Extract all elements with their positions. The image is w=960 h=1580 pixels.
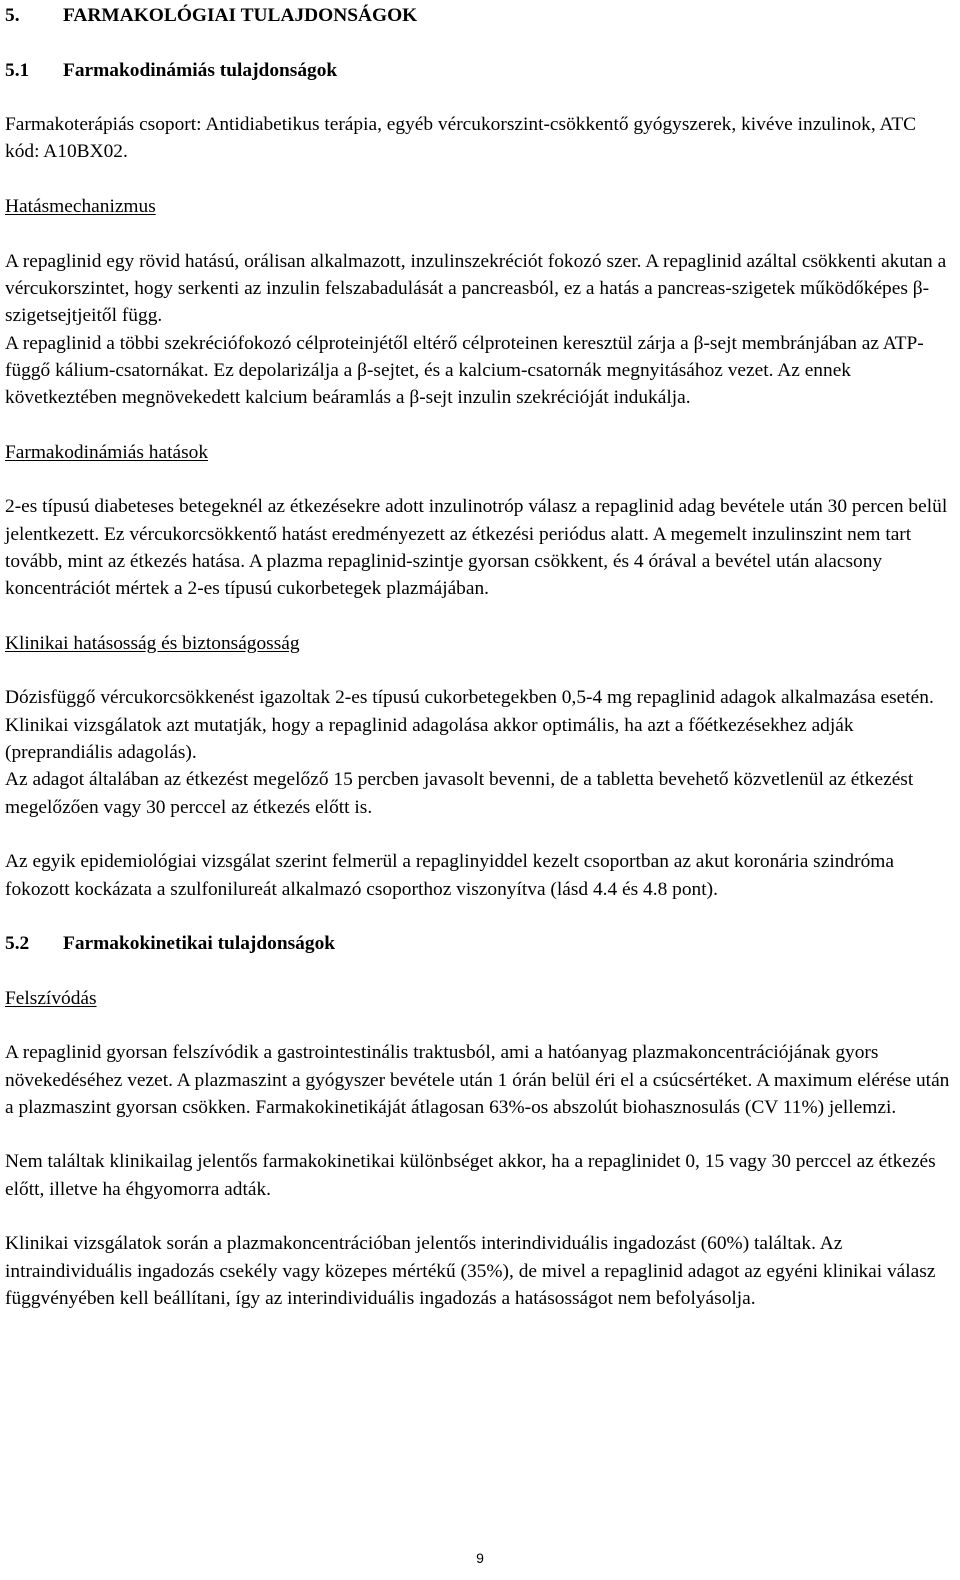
pd-effects-heading: Farmakodinámiás hatások xyxy=(5,441,209,463)
section-5-2-number: 5.2 xyxy=(5,933,30,955)
mechanism-paragraph-1: A repaglinid egy rövid hatású, orálisan alkalmazott, inzulinszekréciót fokozó szer. A repaglinid azáltal csökkenti akutan a vércukorszintet, hogy serkenti az inzulin felszabadulását a pancreasból, ez a hatás a pancreas-szigetek működőképes β-szigetsejtjeitől függ. xyxy=(5,250,947,327)
mechanism-paragraph-2: A repaglinid a többi szekréciófokozó célproteinjétől eltérő célproteinen keresztül zárja a β-sejt membránjában az ATP-függő kálium-csatornákat. Ez depolarizálja a β-sejtet, és a kalcium-csatornák megnyitásához vezet. Az ennek következtében megnövekedett kalcium beáramlás a β-sejt inzulin szekrécióját indukálja. xyxy=(5,332,924,409)
document-page xyxy=(5,2,955,1312)
section-5-number: 5. xyxy=(5,5,20,26)
efficacy-paragraph-2: Klinikai vizsgálatok azt mutatják, hogy a repaglinid adagolása akkor optimális, ha azt a főétkezésekhez adják (preprandiális adagolás). xyxy=(5,714,854,764)
therapeutic-group-paragraph: Farmakoterápiás csoport: Antidiabetikus terápia, egyéb vércukorszint-csökkentő gyógyszerek, kivéve inzulinok, ATC kód: A10BX02. xyxy=(5,114,917,163)
absorption-paragraph-3: Klinikai vizsgálatok során a plazmakoncentrációban jelentős interindividuális ingadozást (60%) találtak. Az intraindividuális ingadozás csekély vagy közepes mértékű (35%), de mivel a repaglinid adagot az egyéni klinikai válasz függvényében kell beállítani, így az interindividuális ingadozás a hatásosságot nem befolyásolja. xyxy=(5,1233,936,1309)
efficacy-paragraph-4: Az egyik epidemiológiai vizsgálat szerint felmerül a repaglinyiddel kezelt csoportban az akut koronária szindróma fokozott kockázata a szulfonilureát alkalmazó csoporthoz viszonyítva (lásd 4.4 és 4.8 pont). xyxy=(5,851,894,900)
efficacy-heading: Klinikai hatásosság és biztonságosság xyxy=(5,632,300,654)
efficacy-paragraph-1: Dózisfüggő vércukorcsökkenést igazoltak 2-es típusú cukorbetegekben 0,5-4 mg repaglinid adagok alkalmazása esetén. xyxy=(5,687,934,709)
absorption-paragraph-1: A repaglinid gyorsan felszívódik a gastrointestinális traktusból, ami a hatóanyag plazmakoncentrációjának gyors növekedéséhez vezet. A plazmaszint a gyógyszer bevétele után 1 órán belül éri el a csúcsértéket. A maximum elérése után a plazmaszint gyorsan csökken. Farmakokinetikáját átlagosan 63%-os abszolút biohasznosulás (CV 11%) jellemzi. xyxy=(5,1042,950,1118)
page-number: 9 xyxy=(476,1550,484,1566)
section-5-1-heading xyxy=(5,57,955,84)
pd-effects-paragraph: 2-es típusú diabeteses betegeknél az étkezésekre adott inzulinotróp válasz a repaglinid adag bevétele után 30 percen belül jelentkezett. Ez vércukorcsökkentő hatást eredményezett az étkezési periódus alatt. A megemelt inzulinszint nem tart tovább, mint az étkezés hatása. A plazma repaglinid-szintje gyorsan csökkent, és 4 órával a bevétel után alacsony koncentrációt mértek a 2-es típusú cukorbetegek plazmájában. xyxy=(5,496,948,600)
absorption-heading: Felszívódás xyxy=(5,987,97,1009)
mechanism-heading: Hatásmechanizmus xyxy=(5,196,156,218)
section-5-1-number: 5.1 xyxy=(5,59,30,81)
section-5-2-title: Farmakokinetikai tulajdonságok xyxy=(63,933,336,955)
section-5-2-heading xyxy=(5,930,955,957)
section-5-heading xyxy=(5,2,955,29)
efficacy-paragraph-3: Az adagot általában az étkezést megelőző 15 percben javasolt bevenni, de a tabletta bevehető közvetlenül az étkezést megelőzően vagy 30 perccel az étkezés előtt is. xyxy=(5,769,914,818)
section-5-title: FARMAKOLÓGIAI TULAJDONSÁGOK xyxy=(63,5,418,26)
absorption-paragraph-2: Nem találtak klinikailag jelentős farmakokinetikai különbséget akkor, ha a repaglinidet 0, 15 vagy 30 perccel az étkezés előtt, illetve ha éhgyomorra adták. xyxy=(5,1151,936,1200)
section-5-1-title: Farmakodinámiás tulajdonságok xyxy=(63,59,338,81)
